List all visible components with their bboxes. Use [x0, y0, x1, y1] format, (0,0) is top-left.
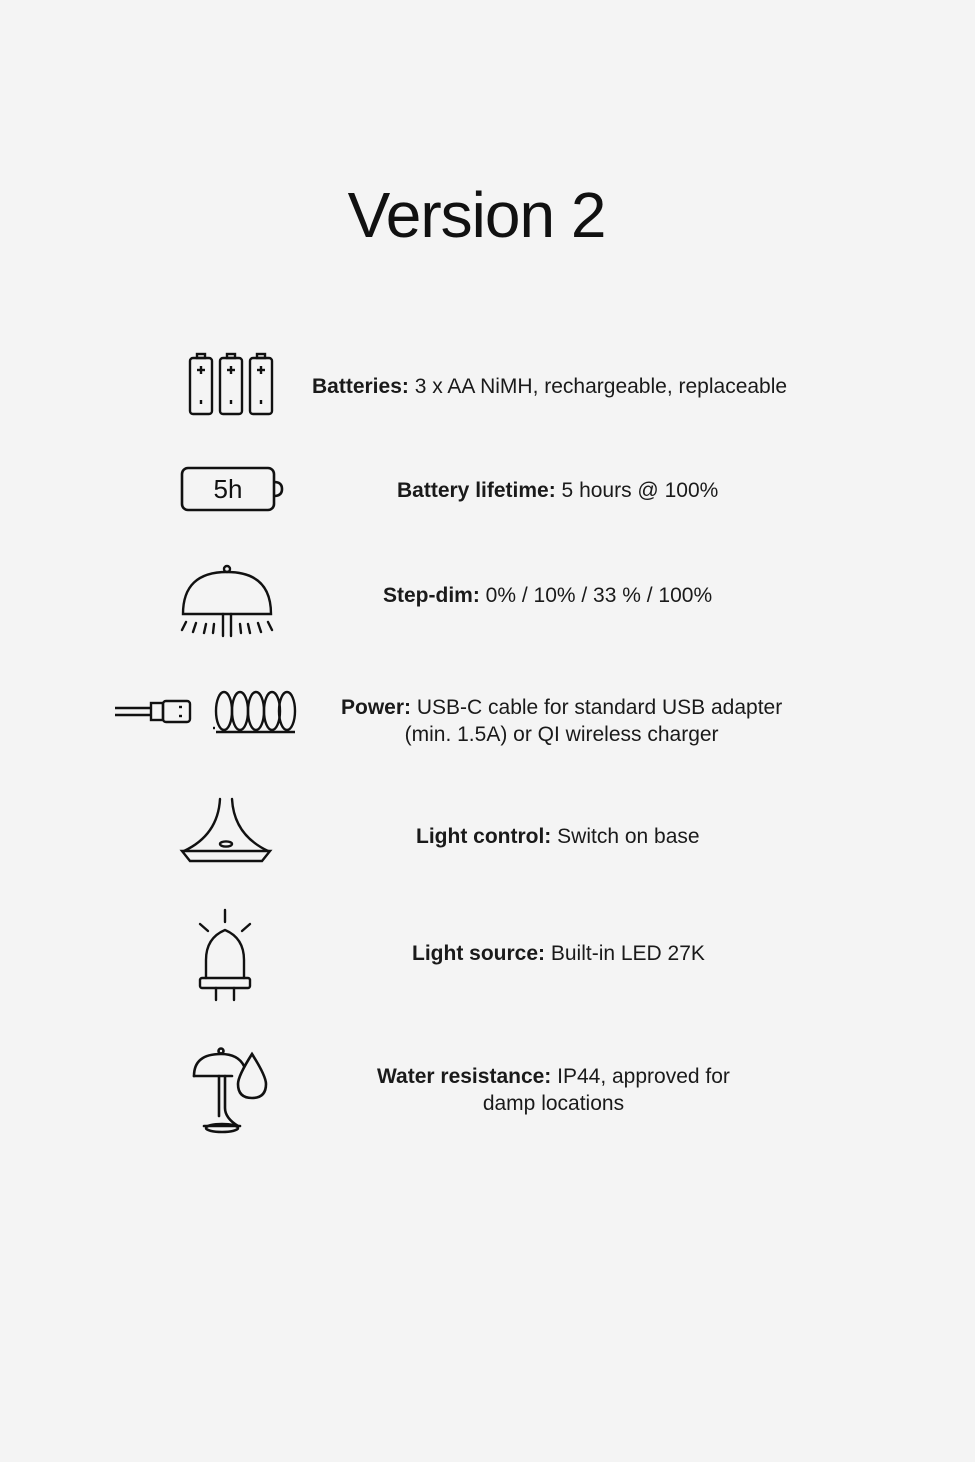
spec-value: 0% / 10% / 33 % / 100%	[479, 584, 713, 607]
spec-power	[341, 694, 782, 748]
spec-battery-lifetime	[397, 477, 718, 504]
spec-value: Switch on base	[551, 825, 700, 848]
light-control-icon	[178, 795, 274, 867]
spec-value: USB-C cable for standard USB adapter	[411, 696, 783, 719]
usb-cable-icon	[113, 688, 299, 738]
step-dim-icon	[178, 562, 278, 642]
spec-value-line2: (min. 1.5A) or QI wireless charger	[404, 723, 719, 746]
batteries-icon	[187, 352, 277, 416]
led-icon	[194, 908, 256, 1004]
spec-batteries	[312, 373, 787, 400]
spec-water-resistance	[377, 1063, 730, 1117]
spec-label: Battery lifetime:	[397, 479, 556, 502]
spec-light-source	[412, 940, 705, 967]
battery-lifetime-icon	[180, 466, 284, 514]
spec-label: Light control:	[416, 825, 552, 848]
spec-label: Batteries:	[312, 375, 409, 398]
spec-label: Power:	[341, 696, 412, 719]
spec-step-dim	[383, 582, 712, 609]
spec-label: Light source:	[412, 942, 546, 965]
page-title: Version 2	[347, 179, 606, 251]
water-resistance-icon	[190, 1046, 272, 1136]
spec-label: Step-dim:	[383, 584, 480, 607]
spec-light-control	[416, 823, 700, 850]
spec-value: IP44, approved for	[551, 1065, 730, 1088]
spec-value: 3 x AA NiMH, rechargeable, replaceable	[408, 375, 788, 398]
spec-value: 5 hours @ 100%	[555, 479, 719, 502]
spec-value-line2: damp locations	[482, 1092, 625, 1115]
spec-label: Water resistance:	[377, 1065, 552, 1088]
spec-value: Built-in LED 27K	[545, 942, 705, 965]
battery-lifetime-icon-text: 5h	[213, 474, 243, 504]
